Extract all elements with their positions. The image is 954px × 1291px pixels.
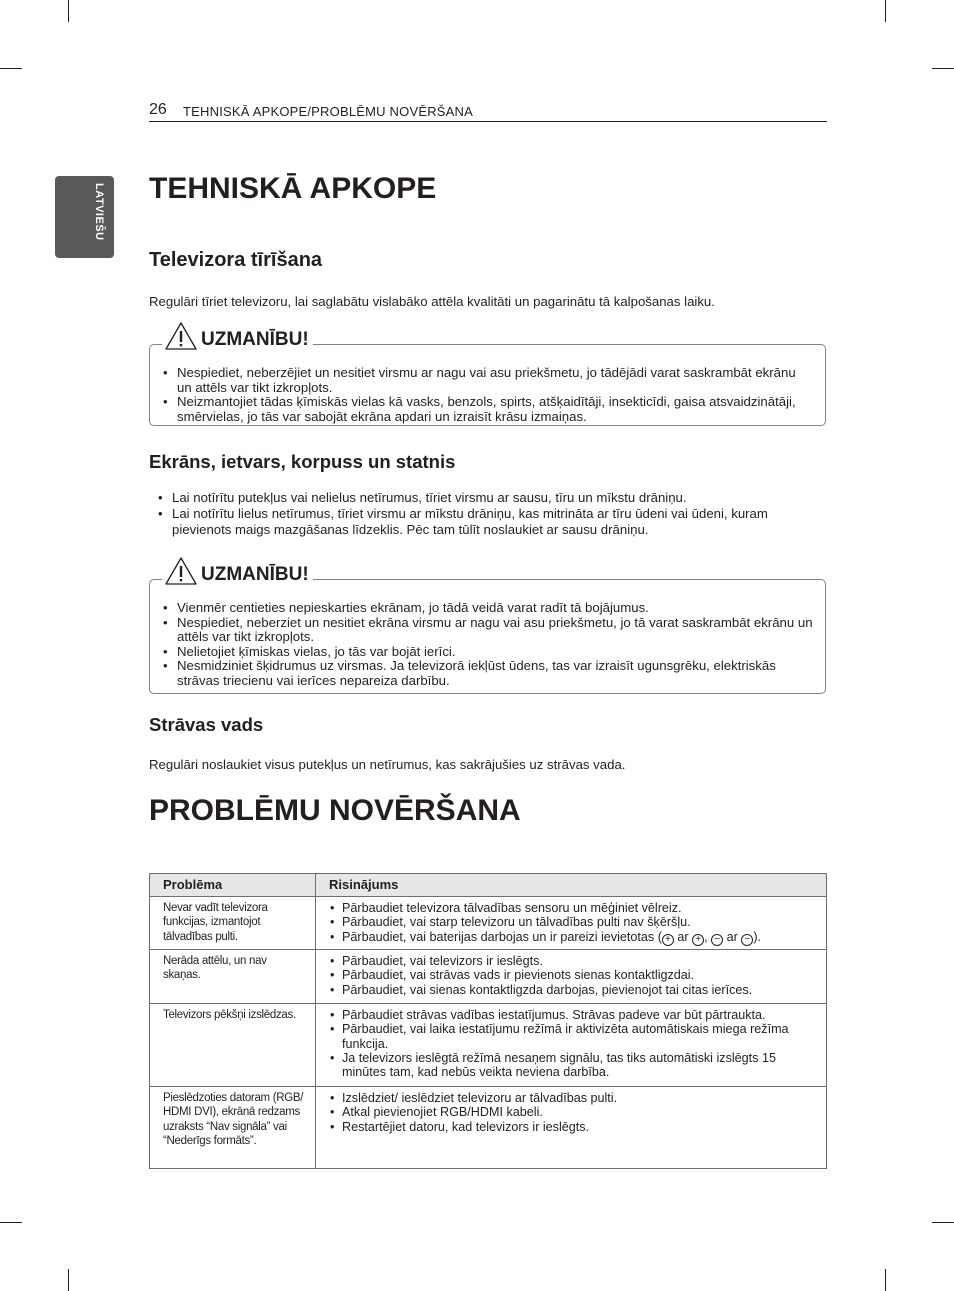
- troubleshooting-table: [149, 873, 827, 1169]
- crop-mark: [0, 1222, 22, 1223]
- list-item: • Pārbaudiet, vai laika iestatījumu režīmā ir aktivizēta automātiskais miega režīma funkcija.: [330, 1022, 816, 1051]
- running-header: TEHNISKĀ APKOPE/PROBLĒMU NOVĒRŠANA: [183, 104, 473, 119]
- list-item: • Pārbaudiet, vai starp televizoru un tālvadības pulti nav šķēršļu.: [330, 915, 816, 929]
- list-item: • Pārbaudiet strāvas vadības iestatījumus. Strāvas padeve var būt pārtraukta.: [330, 1008, 816, 1022]
- list-item: • Atkal pievienojiet RGB/HDMI kabeli.: [330, 1105, 816, 1119]
- caution-box-2: [149, 564, 826, 694]
- list-item: • Nesmidziniet šķidrumus uz virsmas. Ja televizorā iekļūst ūdens, tas var izraisīt ugunsgrēku, elektriskās strāvas triecienu vai ierīces nepareiza darbību.: [163, 659, 813, 688]
- caution-header: [162, 321, 313, 351]
- list-item: • Nespiediet, neberzējiet un nesitiet virsmu ar nagu vai asu priekšmetu, jo tādējādi varat saskrambāt ekrānu un attēls var tikt izkropļots.: [163, 366, 813, 395]
- crop-mark: [885, 0, 886, 22]
- solution-list: [330, 1091, 816, 1134]
- list-item: • Izslēdziet/ ieslēdziet televizoru ar tālvadības pulti.: [330, 1091, 816, 1105]
- minus-symbol-icon: −: [741, 934, 753, 946]
- caution-title: UZMANĪBU!: [201, 564, 309, 585]
- list-item: • Neizmantojiet tādas ķīmiskās vielas kā vasks, benzols, spirts, atšķaidītāji, insekticīdi, gaisa atsvaidzinātāji, smērvielas, jo tās var sabojāt ekrāna apdari un izraisīt krāsu izmaiņas.: [163, 395, 813, 424]
- list-item: • Lai notīrītu lielus netīrumus, tīriet virsmu ar mīkstu drāniņu, kas mitrināta ar tīru ūdeni vai ūdeni, kuram pievienots maigs mazgāšanas līdzeklis. Pēc tam tūlīt noslaukiet ar sausu drāniņu.: [158, 506, 826, 538]
- plus-symbol-icon: +: [662, 934, 674, 946]
- solution-cell: [316, 897, 827, 950]
- warning-icon: [164, 556, 198, 586]
- solution-list: [330, 954, 816, 997]
- list-item: • Nespiediet, neberziet un nesitiet ekrāna virsmu ar nagu vai asu priekšmetu, jo tā varat saskrambāt ekrānu un attēls var tikt izkropļots.: [163, 616, 813, 645]
- language-tab: [55, 176, 114, 258]
- battery-text: ar: [723, 929, 742, 944]
- solution-list: [330, 901, 816, 946]
- crop-mark: [932, 1222, 954, 1223]
- caution-list: [163, 601, 813, 688]
- list-item: • Nelietojiet ķīmiskas vielas, jo tās var bojāt ierīci.: [163, 645, 813, 660]
- problem-cell: Nerāda attēlu, un nav skaņas.: [150, 950, 316, 1004]
- list-item: • Restartējiet datoru, kad televizors ir ieslēgts.: [330, 1120, 816, 1134]
- plus-symbol-icon: +: [692, 934, 704, 946]
- caution-title: UZMANĪBU!: [201, 329, 309, 350]
- battery-text: ,: [704, 929, 712, 944]
- page-number: 26: [149, 101, 167, 118]
- header-rule: [149, 121, 827, 122]
- screen-cleaning-list: [158, 490, 826, 538]
- table-header-row: [150, 874, 827, 897]
- column-header-problem: Problēma: [150, 874, 316, 897]
- solution-cell: [316, 950, 827, 1004]
- crop-mark: [68, 0, 69, 22]
- list-item: • Ja televizors ieslēgtā režīmā nesaņem signālu, tas tiks automātiski izslēgts 15 minūtes tam, kad nebūs veikta neviena darbība.: [330, 1051, 816, 1080]
- problem-cell: Pieslēdzoties datoram (RGB/ HDMI DVI), ekrānā redzams uzraksts “Nav signāla” vai “Nederīgs formāts”.: [150, 1087, 316, 1169]
- list-item: • Pārbaudiet, vai sienas kontaktligzda darbojas, pievienojot tai citas ierīces.: [330, 983, 816, 997]
- power-cord-text: Regulāri noslaukiet visus putekļus un netīrumus, kas sakrājušies uz strāvas vada.: [149, 757, 626, 772]
- table-row: [150, 950, 827, 1004]
- crop-mark: [68, 1269, 69, 1291]
- column-header-solution: Risinājums: [316, 874, 827, 897]
- power-cord-heading: Strāvas vads: [149, 714, 264, 735]
- battery-text: ar: [673, 929, 693, 944]
- minus-symbol-icon: −: [711, 934, 723, 946]
- list-item: • Pārbaudiet, vai televizors ir ieslēgts.: [330, 954, 816, 968]
- solution-cell: [316, 1004, 827, 1087]
- list-item: • Pārbaudiet televizora tālvadības sensoru un mēģiniet vēlreiz.: [330, 901, 816, 915]
- battery-text: ).: [753, 929, 762, 944]
- solution-list: [330, 1008, 816, 1079]
- language-tab-label: LATVIEŠU: [93, 183, 105, 241]
- caution-header: [162, 556, 313, 586]
- tv-cleaning-heading: Televizora tīrīšana: [149, 249, 323, 271]
- troubleshooting-title: PROBLĒMU NOVĒRŠANA: [149, 794, 521, 827]
- caution-list: [163, 366, 813, 424]
- table-row: [150, 897, 827, 950]
- problem-cell: Televizors pēkšņi izslēdzas.: [150, 1004, 316, 1087]
- problem-cell: Nevar vadīt televizora funkcijas, izmantojot tālvadības pulti.: [150, 897, 316, 950]
- maintenance-title: TEHNISKĀ APKOPE: [149, 172, 437, 205]
- list-item: • Vienmēr centieties nepieskarties ekrānam, jo tādā veidā varat radīt tā bojājumus.: [163, 601, 813, 616]
- crop-mark: [932, 68, 954, 69]
- table-row: [150, 1087, 827, 1169]
- tv-cleaning-intro: Regulāri tīriet televizoru, lai saglabātu vislabāko attēla kvalitāti un pagarinātu tā kalpošanas laiku.: [149, 294, 715, 309]
- table-row: [150, 1004, 827, 1087]
- list-item: • Lai notīrītu putekļus vai nelielus netīrumus, tīriet virsmu ar sausu, tīru un mīkstu drāniņu.: [158, 490, 826, 506]
- solution-cell: [316, 1087, 827, 1169]
- warning-icon: [164, 321, 198, 351]
- screen-section-heading: Ekrāns, ietvars, korpuss un statnis: [149, 451, 456, 472]
- crop-mark: [0, 68, 22, 69]
- list-item: [330, 930, 816, 946]
- crop-mark: [885, 1269, 886, 1291]
- caution-box-1: [149, 329, 826, 426]
- list-item: • Pārbaudiet, vai strāvas vads ir pievienots sienas kontaktligzdai.: [330, 968, 816, 982]
- battery-text: Pārbaudiet, vai baterijas darbojas un ir pareizi ievietotas (: [342, 929, 662, 944]
